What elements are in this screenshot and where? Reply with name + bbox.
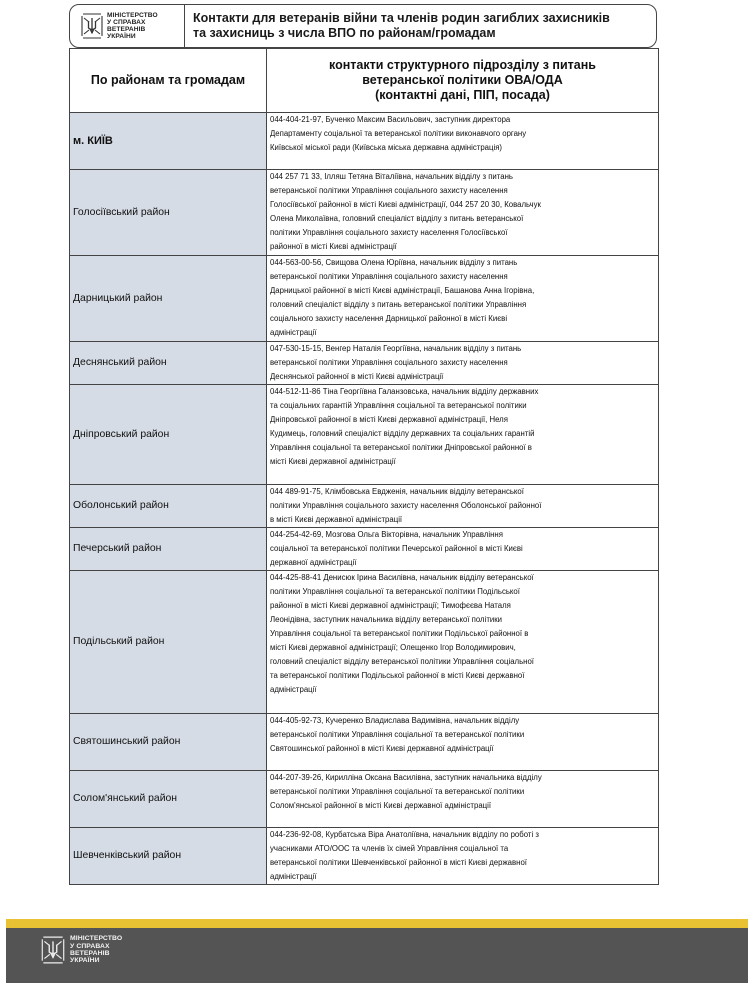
contact-line: ветеранської політики Управління соціальної та ветеранської політики — [270, 787, 525, 796]
contact-line: Деснянської районної в місті Києві адміністрації — [270, 372, 444, 381]
contact-line: 044-207-39-26, Кирилліна Оксана Василівна, заступник начальника відділу — [270, 773, 542, 782]
contact-line: адміністрації — [270, 328, 317, 337]
contact-line: державної адміністрації — [270, 558, 357, 567]
contact-line: 044-563-00-56, Свищова Олена Юріївна, начальник відділу з питань — [270, 258, 518, 267]
logo-line-4: УКРАЇНИ — [107, 33, 136, 41]
contact-line: Дарницької районної в місті Києві адміністрації, Башанова Анна Ігорівна, — [270, 286, 535, 295]
district-cell: м. КИЇВ — [70, 113, 267, 170]
footer-logo-text — [70, 935, 122, 965]
table-row — [70, 771, 659, 828]
contact-cell — [267, 714, 659, 771]
contact-line: 044-236-92-08, Курбатська Віра Анатоліївна, начальник відділу по роботі з — [270, 830, 539, 839]
district-cell: Дніпровський район — [70, 385, 267, 485]
ministry-logo — [70, 5, 178, 47]
contact-line: Департаменту соціальної та ветеранської політики виконавчого органу — [270, 129, 527, 138]
column-header-contacts-line: контакти структурного підрозділу з питань — [329, 58, 596, 72]
contact-cell — [267, 170, 659, 256]
contact-cell — [267, 771, 659, 828]
contact-cell — [267, 528, 659, 571]
contact-line: в місті Києві державної адміністрації — [270, 515, 403, 524]
table-row — [70, 828, 659, 885]
contact-line: 047-530-15-15, Венгер Наталія Георгіївна, начальник відділу з питань — [270, 344, 522, 353]
contact-line: соціального захисту населення Дарницької районної в місті Києві — [270, 314, 508, 323]
logo-line-1: МІНІСТЕРСТВО — [107, 11, 158, 19]
contact-line: 044-405-92-73, Кучеренко Владислава Вадимівна, начальник відділу — [270, 716, 520, 725]
district-cell: Солом'янський район — [70, 771, 267, 828]
footer-logo-line-2: У СПРАВАХ — [70, 942, 110, 950]
column-header-contacts — [267, 49, 659, 113]
contact-line: Олена Миколаївна, головний спеціаліст відділу з питань ветеранської — [270, 214, 524, 223]
contact-line: 044-254-42-69, Мозгова Ольга Вікторівна, начальник Управління — [270, 530, 503, 539]
contact-cell — [267, 571, 659, 714]
contact-line: ветеранської політики Управління соціальної та ветеранської політики — [270, 730, 525, 739]
contact-line: районної в місті Києві державної адміністрації; Тимофєєва Наталя — [270, 601, 511, 610]
logo-line-2: У СПРАВАХ — [107, 18, 146, 26]
table-row — [70, 714, 659, 771]
footer-ministry-logo — [40, 935, 122, 965]
district-cell: Святошинський район — [70, 714, 267, 771]
table-row — [70, 485, 659, 528]
contact-line: політики Управління соціального захисту населення Оболонської районної — [270, 501, 542, 510]
page-title — [185, 11, 610, 41]
contact-line: Солом'янської районної в місті Києві державної адміністрації — [270, 801, 492, 810]
district-cell: Подільський район — [70, 571, 267, 714]
column-header-contacts-line: (контактні дані, ПІП, посада) — [375, 88, 550, 102]
district-cell: Дарницький район — [70, 256, 267, 342]
footer-accent-stripe — [6, 919, 748, 928]
contact-line: місті Києві державної адміністрації; Олещенко Ігор Володимирович, — [270, 643, 516, 652]
contact-line: Дніпровської районної в місті Києві державної адміністрації, Неля — [270, 415, 508, 424]
contact-line: місті Києві державної адміністрації — [270, 457, 396, 466]
table-row — [70, 571, 659, 714]
table-row — [70, 385, 659, 485]
contact-line: політики Управління соціального захисту населення Голосіївської — [270, 228, 508, 237]
contact-line: головний спеціаліст відділу з питань ветеранської політики Управління — [270, 300, 527, 309]
footer-ministry-emblem-icon — [40, 935, 66, 965]
logo-line-3: ВЕТЕРАНІВ — [107, 26, 146, 33]
page-title-line-2: та захисниць з числа ВПО по районам/громадам — [193, 26, 496, 40]
contact-line: ветеранської політики Управління соціального захисту населення — [270, 272, 508, 281]
contact-line: ветеранської політики Управління соціального захисту населення — [270, 186, 508, 195]
district-cell: Шевченківський район — [70, 828, 267, 885]
contact-line: Леонідівна, заступник начальника відділу ветеранської політики — [270, 615, 503, 624]
page-footer — [6, 919, 748, 983]
district-cell: Деснянський район — [70, 342, 267, 385]
page-header — [69, 4, 657, 48]
table-row — [70, 256, 659, 342]
contact-line: ветеранської політики Управління соціального захисту населення — [270, 358, 508, 367]
district-cell: Голосіївський район — [70, 170, 267, 256]
contact-line: Управління соціальної та ветеранської політики Дніпровської районної в — [270, 443, 532, 452]
district-cell: Печерський район — [70, 528, 267, 571]
contact-line: Кудимець, головний спеціаліст відділу державних та соціальних гарантій — [270, 429, 535, 438]
contact-line: 044 489-91-75, Клімбовська Евдженія, начальник відділу ветеранської — [270, 487, 524, 496]
contact-line: 044-404-21-97, Бученко Максим Васильович, заступник директора — [270, 115, 511, 124]
contact-line: учасниками АТО/ООС та членів їх сімей Управління соціальної та — [270, 844, 509, 853]
contact-line: адміністрації — [270, 685, 317, 694]
contact-line: 044-425-88-41 Денисюк Ірина Василівна, начальник відділу ветеранської — [270, 573, 534, 582]
contact-line: районної в місті Києві адміністрації — [270, 242, 397, 251]
district-cell: Оболонський район — [70, 485, 267, 528]
contact-cell — [267, 256, 659, 342]
column-header-district: По районам та громадам — [70, 49, 267, 113]
footer-logo-line-4: УКРАЇНИ — [70, 957, 100, 965]
table-header-row — [70, 49, 659, 113]
contact-line: та ветеранської політики Подільської районної в місті Києві державної — [270, 671, 525, 680]
contact-cell — [267, 113, 659, 170]
footer-logo-line-3: ВЕТЕРАНІВ — [70, 950, 110, 957]
table-row — [70, 528, 659, 571]
contact-line: Святошинської районної в місті Києві державної адміністрації — [270, 744, 494, 753]
page-title-line-1: Контакти для ветеранів війни та членів родин загиблих захисників — [193, 11, 610, 25]
table-row — [70, 342, 659, 385]
contact-line: ветеранської політики Шевченківської районної в місті Києві державної — [270, 858, 527, 867]
table-body — [70, 113, 659, 885]
table-row — [70, 170, 659, 256]
contact-cell — [267, 485, 659, 528]
contact-line: Управління соціальної та ветеранської політики Подільської районної в — [270, 629, 529, 638]
ministry-logo-text — [107, 12, 158, 41]
footer-logo-line-1: МІНІСТЕРСТВО — [70, 935, 123, 943]
contact-line: та соціальних гарантій Управління соціальної та ветеранської політики — [270, 401, 527, 410]
contact-line: 044 257 71 33, Ілляш Тетяна Віталіївна, начальник відділу з питань — [270, 172, 513, 181]
contact-line: соціальної та ветеранської політики Печерської районної в місті Києві — [270, 544, 523, 553]
table-row — [70, 113, 659, 170]
contact-cell — [267, 385, 659, 485]
contact-line: Київської міської ради (Київська міська державна адміністрація) — [270, 143, 503, 152]
ministry-emblem-icon — [80, 12, 104, 40]
column-header-contacts-line: ветеранської політики ОВА/ОДА — [362, 73, 563, 87]
contact-cell — [267, 828, 659, 885]
contact-line: 044-512-11-86 Тіна Георгіївна Галанзовська, начальник відділу державних — [270, 387, 539, 396]
contact-line: політики Управління соціальної та ветеранської політики Подільської — [270, 587, 520, 596]
contact-line: адміністрації — [270, 872, 317, 881]
contacts-table — [69, 48, 659, 885]
contact-line: Голосіївської районної в місті Києві адміністрації, 044 257 20 30, Ковальчук — [270, 200, 541, 209]
contact-cell — [267, 342, 659, 385]
contact-line: головний спеціаліст відділу ветеранської політики Управління соціальної — [270, 657, 534, 666]
